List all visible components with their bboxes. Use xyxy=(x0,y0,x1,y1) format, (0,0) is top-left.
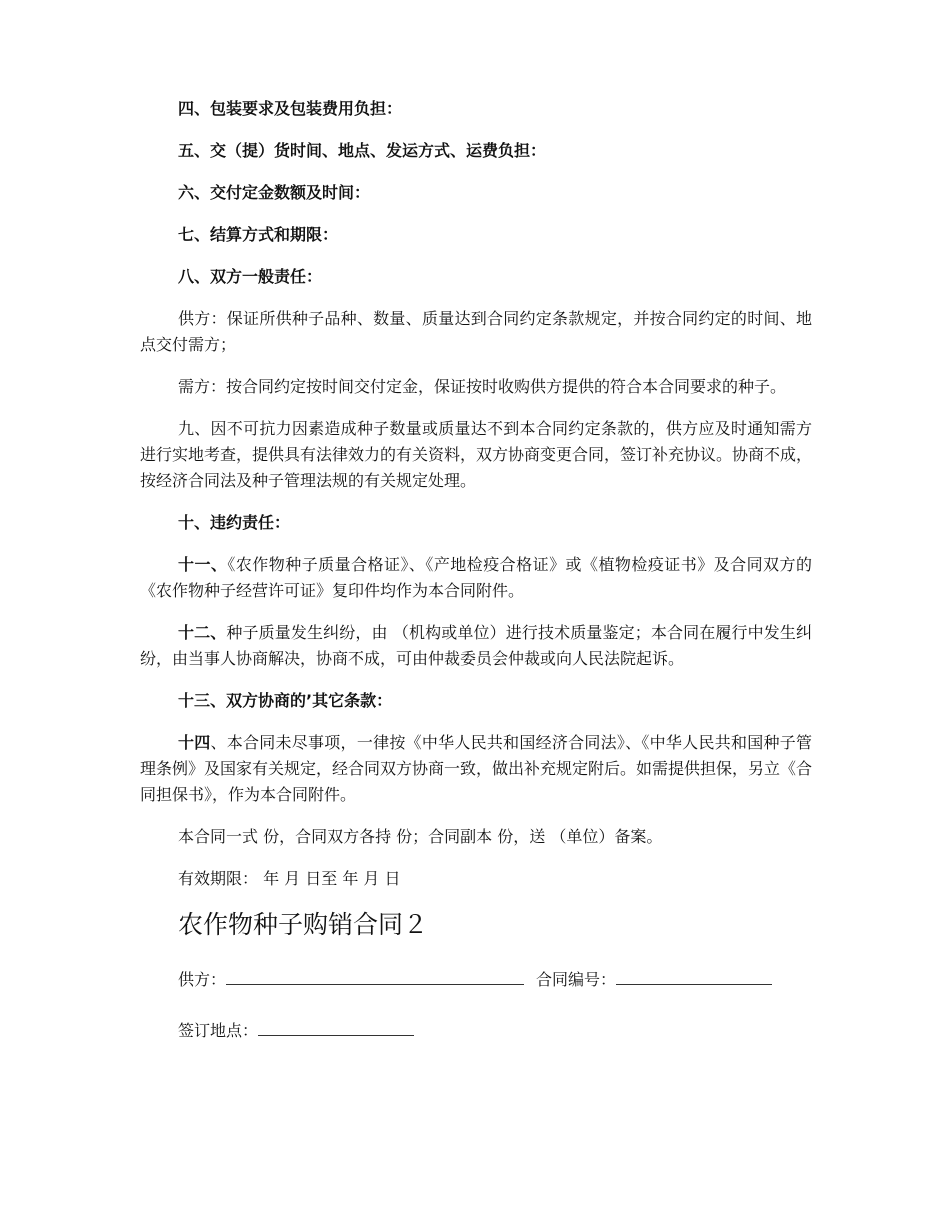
clause-11-text: 《农作物种子质量合格证》、《产地检疫合格证》或《植物检疫证书》及合同双方的《农作物种子经营许可证》复印件均作为本合同附件。 xyxy=(140,555,812,600)
copies-paragraph: 本合同一式 份，合同双方各持 份；合同副本 份，送 （单位）备案。 xyxy=(178,827,663,846)
clause-11-number: 十一、 xyxy=(178,555,228,574)
clause-11-paragraph xyxy=(140,552,812,604)
clause-12-text: 种子质量发生纠纷，由 （机构或单位）进行技术质量鉴定；本合同在履行中发生纠纷，由当事人协商解决，协商不成，可由仲裁委员会仲裁或向人民法院起诉。 xyxy=(140,623,812,668)
supplier-blank xyxy=(226,966,524,985)
clause-14-text: 、本合同未尽事项，一律按《中华人民共和国经济合同法》、《中华人民共和国种子管理条例》及国家有关规定，经合同双方协商一致，做出补充规定附后。如需提供担保，另立《合同担保书》，作为本合同附件。 xyxy=(140,733,813,804)
buyer-duty-paragraph: 需方：按合同约定按时间交付定金，保证按时收购供方提供的符合本合同要求的种子。 xyxy=(178,377,787,396)
sign-place-label: 签订地点： xyxy=(178,1021,259,1040)
clause-12-number: 十二、 xyxy=(178,623,227,642)
contract-no-blank xyxy=(616,966,772,985)
heading-delivery: 五、交（提）货时间、地点、发运方式、运费负担： xyxy=(178,141,547,160)
supplier-label: 供方： xyxy=(178,970,227,989)
supplier-line xyxy=(140,966,812,993)
heading-packaging: 四、包装要求及包装费用负担： xyxy=(178,99,403,118)
contract-no-label: 合同编号： xyxy=(536,970,617,989)
force-majeure-paragraph: 九、因不可抗力因素造成种子数量或质量达不到本合同约定条款的，供方应及时通知需方进行实地考查，提供具有法律效力的有关资料，双方协商变更合同，签订补充协议。协商不成，按经济合同法及种子管理法规的有关规定处理。 xyxy=(140,419,813,490)
sign-place-blank xyxy=(258,1017,414,1036)
document-body xyxy=(140,96,812,1068)
clause-14-number: 十四 xyxy=(178,733,211,752)
heading-liability: 十、违约责任： xyxy=(178,513,291,532)
heading-other-terms: 十三、双方协商的’其它条款： xyxy=(178,691,393,710)
clause-12-paragraph xyxy=(140,620,812,672)
heading-deposit: 六、交付定金数额及时间： xyxy=(178,183,371,202)
validity-paragraph: 有效期限： 年 月 日至 年 月 日 xyxy=(178,869,401,888)
heading-settlement: 七、结算方式和期限： xyxy=(178,225,339,244)
heading-general-duties: 八、双方一般责任： xyxy=(178,267,323,286)
supplier-duty-paragraph: 供方：保证所供种子品种、数量、质量达到合同约定条款规定，并按合同约定的时间、地点交付需方； xyxy=(140,309,812,354)
contract-title: 农作物种子购销合同２ xyxy=(178,910,429,939)
clause-14-paragraph xyxy=(140,730,812,808)
sign-place-line xyxy=(140,1017,812,1044)
